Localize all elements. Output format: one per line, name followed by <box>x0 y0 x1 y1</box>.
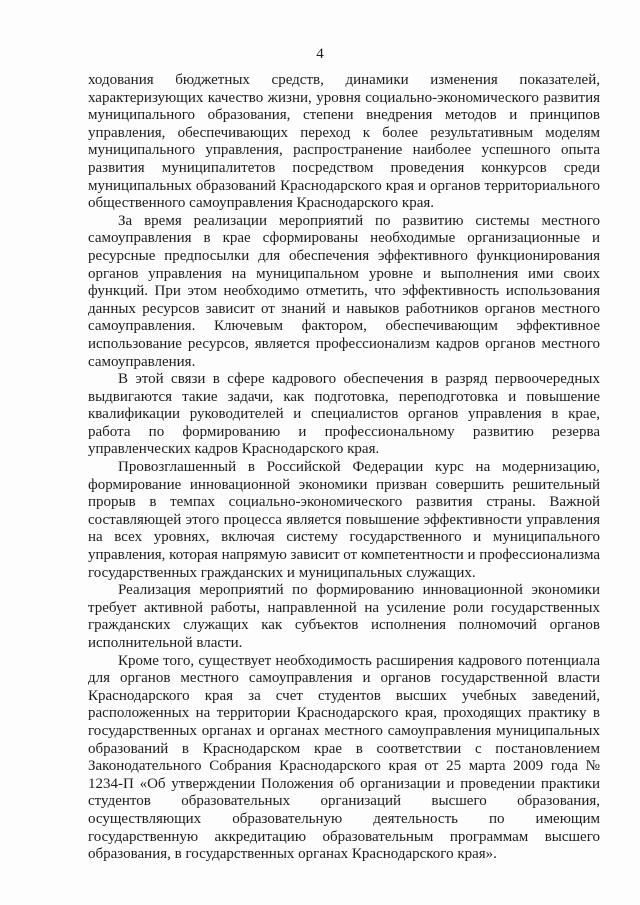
paragraph-6: Кроме того, существует необходимость расширения кадрового потенциала для органов местного самоуправления и органов государственной власти Краснодарского края за счет студентов высших учебных заведений, расположенных на территории Краснодарского края, проходящих практику в государственных органах и органах местного самоуправления муниципальных образований в Краснодарском крае в соответствии с постановлением Законодательного Собрания Краснодарского края от 25 марта 2009 года № 1234-П «Об утверждении Положения об организации и проведении практики студентов образовательных организаций высшего образования, осуществляющих образовательную деятельность по имеющим государственную аккредитацию образовательным программам высшего образования, в государственных органах Краснодарского края». <box>88 652 600 863</box>
paragraph-2: За время реализации мероприятий по развитию системы местного самоуправления в крае сформированы необходимые организационные и ресурсные предпосылки для обеспечения эффективного функционирования органов управления на муниципальном уровне и выполнения ими своих функций. При этом необходимо отметить, что эффективность использования данных ресурсов зависит от знаний и навыков работников органов местного самоуправления. Ключевым фактором, обеспечивающим эффективное использование ресурсов, является профессионализм кадров органов местного самоуправления. <box>88 212 600 370</box>
paragraph-5: Реализация мероприятий по формированию инновационной экономики требует активной работы, направленной на усиление роли государственных гражданских служащих как субъектов исполнения полномочий органов исполнительной власти. <box>88 582 600 651</box>
page-number: 4 <box>316 46 324 62</box>
paragraph-4: Провозглашенный в Российской Федерации курс на модернизацию, формирование инновационной экономики призван совершить решительный прорыв в темпах социально-экономического развития страны. Важной составляющей этого процесса является повышение эффективности управления на всех уровнях, включая систему государственного и муниципального управления, которая напрямую зависит от компетентности и профессионализма государственных гражданских и муниципальных служащих. <box>88 459 600 581</box>
document-body <box>88 72 600 864</box>
paragraph-1: ходования бюджетных средств, динамики изменения показателей, характеризующих качество жизни, уровня социально-экономического развития муниципального образования, степени внедрения методов и принципов управления, обеспечивающих переход к более результативным моделям муниципального управления, распространение наиболее успешного опыта развития муниципалитетов посредством проведения конкурсов среди муниципальных образований Краснодарского края и органов территориального общественного самоуправления Краснодарского края. <box>88 72 600 212</box>
paragraph-3: В этой связи в сфере кадрового обеспечения в разряд первоочередных выдвигаются такие задачи, как подготовка, переподготовка и повышение квалификации руководителей и специалистов органов управления в крае, работа по формированию и профессиональному развитию резерва управленческих кадров Краснодарского края. <box>88 371 600 458</box>
